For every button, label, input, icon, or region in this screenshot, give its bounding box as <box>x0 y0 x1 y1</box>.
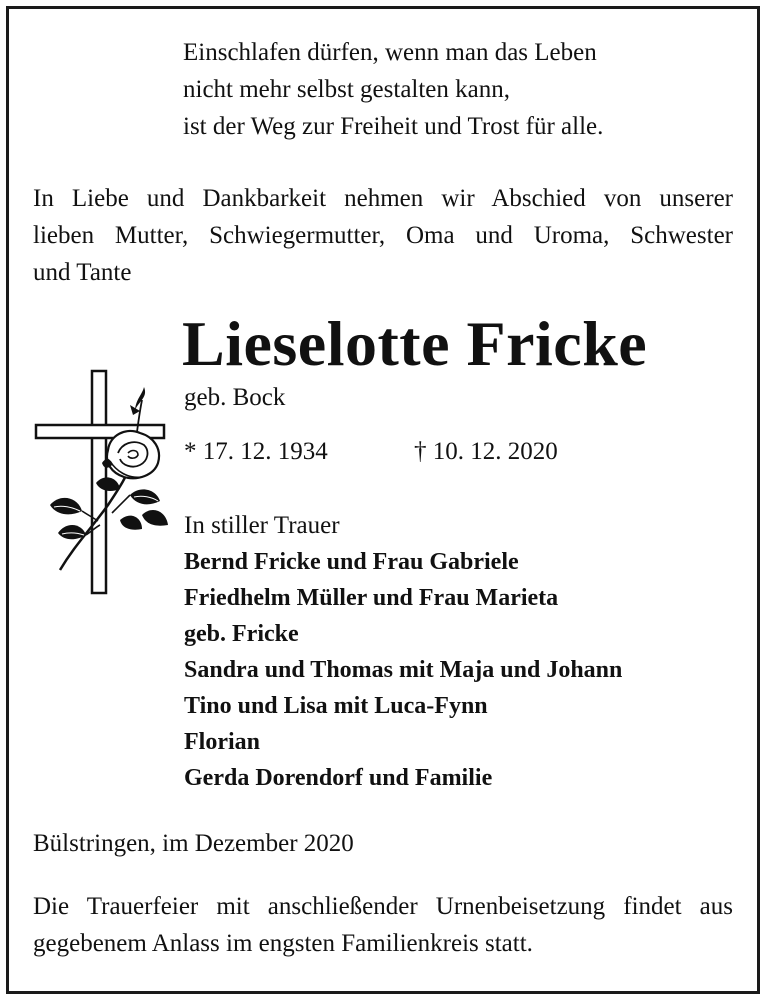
intro-line: und Tante <box>33 259 132 286</box>
mourner-name: Gerda Dorendorf und Familie <box>184 765 493 791</box>
death-date: † 10. 12. 2020 <box>414 438 558 465</box>
poem <box>183 34 603 145</box>
life-dates <box>184 435 558 469</box>
birth-date: * 17. 12. 1934 <box>184 438 328 465</box>
notice-line: gegebenem Anlass im engsten Familienkreis statt. <box>33 930 533 957</box>
mourner-name: Friedhelm Müller und Frau Marieta <box>184 585 559 611</box>
poem-line: ist der Weg zur Freiheit und Trost für alle. <box>183 113 604 140</box>
notice-line: Die Trauerfeier mit anschließender Urnenbeisetzung findet aus <box>33 893 733 920</box>
poem-line: nicht mehr selbst gestalten kann, <box>183 76 511 103</box>
mourners-list <box>184 508 622 796</box>
place-and-date: Bülstringen, im Dezember 2020 <box>33 830 354 857</box>
deceased-name: Lieselotte Fricke <box>182 308 648 379</box>
maiden-name: geb. Bock <box>184 384 286 411</box>
mourner-name: Sandra und Thomas mit Maja und Johann <box>184 657 623 683</box>
intro-text <box>33 180 733 291</box>
mourner-name: Bernd Fricke und Frau Gabriele <box>184 549 519 575</box>
mourning-phrase: In stiller Trauer <box>184 512 340 539</box>
intro-line: lieben Mutter, Schwiegermutter, Oma und Uroma, Schwester <box>33 222 733 249</box>
intro-line: In Liebe und Dankbarkeit nehmen wir Abschied von unserer <box>33 185 733 212</box>
mourner-name: Florian <box>184 729 260 755</box>
cross-with-rose-icon <box>30 365 175 600</box>
poem-line: Einschlafen dürfen, wenn man das Leben <box>183 39 597 66</box>
funeral-notice <box>33 888 733 962</box>
mourner-name: geb. Fricke <box>184 621 299 647</box>
mourner-name: Tino und Lisa mit Luca-Fynn <box>184 693 488 719</box>
